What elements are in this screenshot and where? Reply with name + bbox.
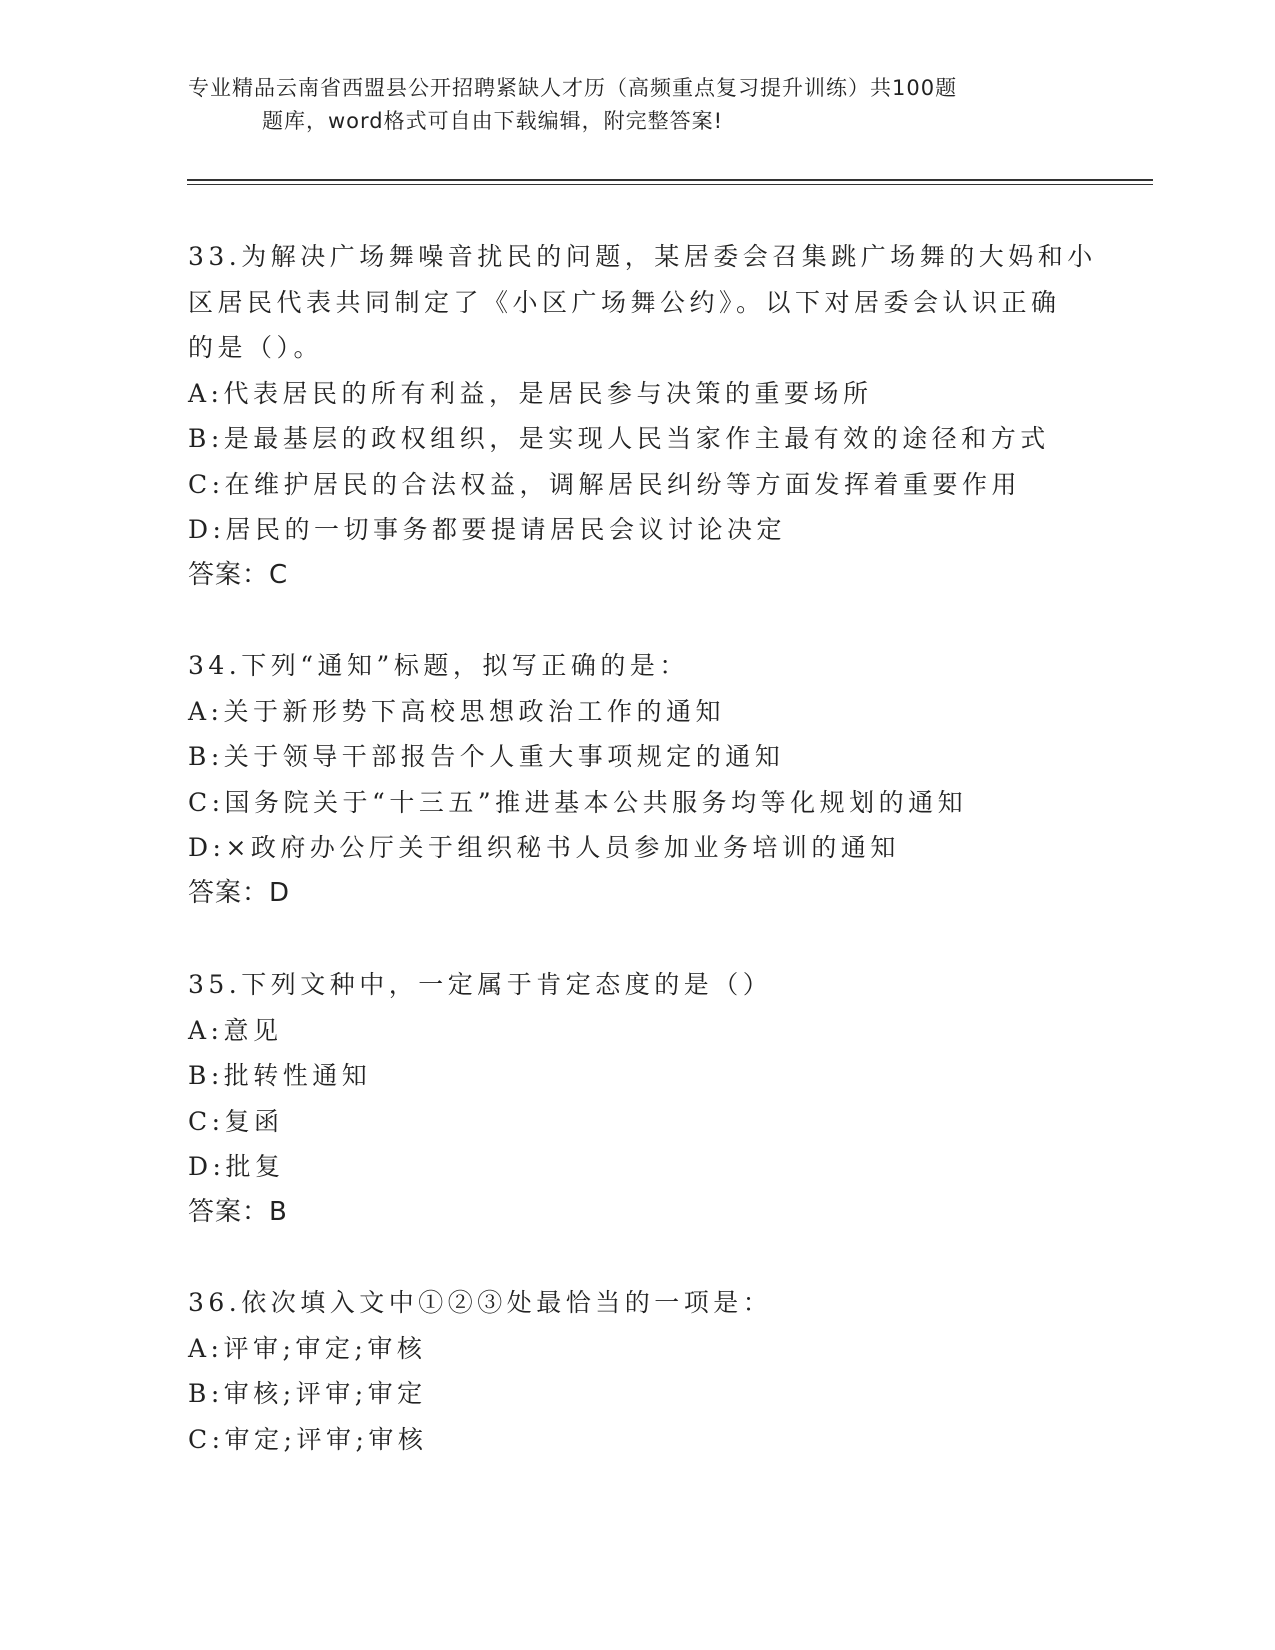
option-a: A:评审;审定;审核	[188, 1333, 427, 1363]
question-stem-line: 的是（）。	[188, 333, 324, 362]
option-b: B:审核;评审;审定	[188, 1379, 427, 1408]
question-34	[188, 643, 1088, 916]
option-b: B:关于领导干部报告个人重大事项规定的通知	[188, 742, 785, 771]
option-d: D:批复	[188, 1152, 285, 1181]
option-a: A:意见	[188, 1015, 283, 1045]
option-d: D:居民的一切事务都要提请居民会议讨论决定	[188, 515, 786, 544]
option-b: B:是最基层的政权组织，是实现人民当家作主最有效的途径和方式	[188, 424, 1050, 453]
question-33	[188, 234, 1097, 598]
header-title-line-2: 题库，word格式可自由下载编辑，附完整答案!	[262, 109, 724, 133]
question-stem-line: 35.下列文种中，一定属于肯定态度的是（）	[188, 970, 773, 999]
option-a: A:代表居民的所有利益，是居民参与决策的重要场所	[188, 378, 873, 408]
question-36	[188, 1280, 1088, 1462]
option-c: C:在维护居民的合法权益，调解居民纠纷等方面发挥着重要作用	[188, 469, 1022, 499]
answer-line: 答案：C	[188, 559, 289, 590]
option-c: C:复函	[188, 1106, 284, 1136]
document-header	[188, 72, 1088, 138]
option-c: C:国务院关于“十三五”推进基本公共服务均等化规划的通知	[188, 787, 968, 817]
answer-line: 答案：B	[188, 1196, 288, 1227]
question-stem-line: 36.依次填入文中①②③处最恰当的一项是：	[188, 1288, 773, 1317]
option-d: D:×政府办公厅关于组织秘书人员参加业务培训的通知	[188, 833, 900, 862]
option-a: A:关于新形势下高校思想政治工作的通知	[188, 696, 725, 726]
question-stem-line: 34.下列“通知”标题，拟写正确的是：	[188, 651, 689, 680]
question-stem-line: 33.为解决广场舞噪音扰民的问题，某居委会召集跳广场舞的大妈和小	[188, 242, 1097, 271]
option-b: B:批转性通知	[188, 1061, 372, 1090]
question-stem-line: 区居民代表共同制定了《小区广场舞公约》。以下对居委会认识正确	[188, 287, 1061, 317]
header-divider	[187, 179, 1153, 185]
option-c: C:审定;评审;审核	[188, 1424, 428, 1454]
answer-line: 答案：D	[188, 877, 291, 908]
question-35	[188, 962, 1088, 1235]
header-title-line-1: 专业精品云南省西盟县公开招聘紧缺人才历（高频重点复习提升训练）共100题	[188, 76, 958, 100]
